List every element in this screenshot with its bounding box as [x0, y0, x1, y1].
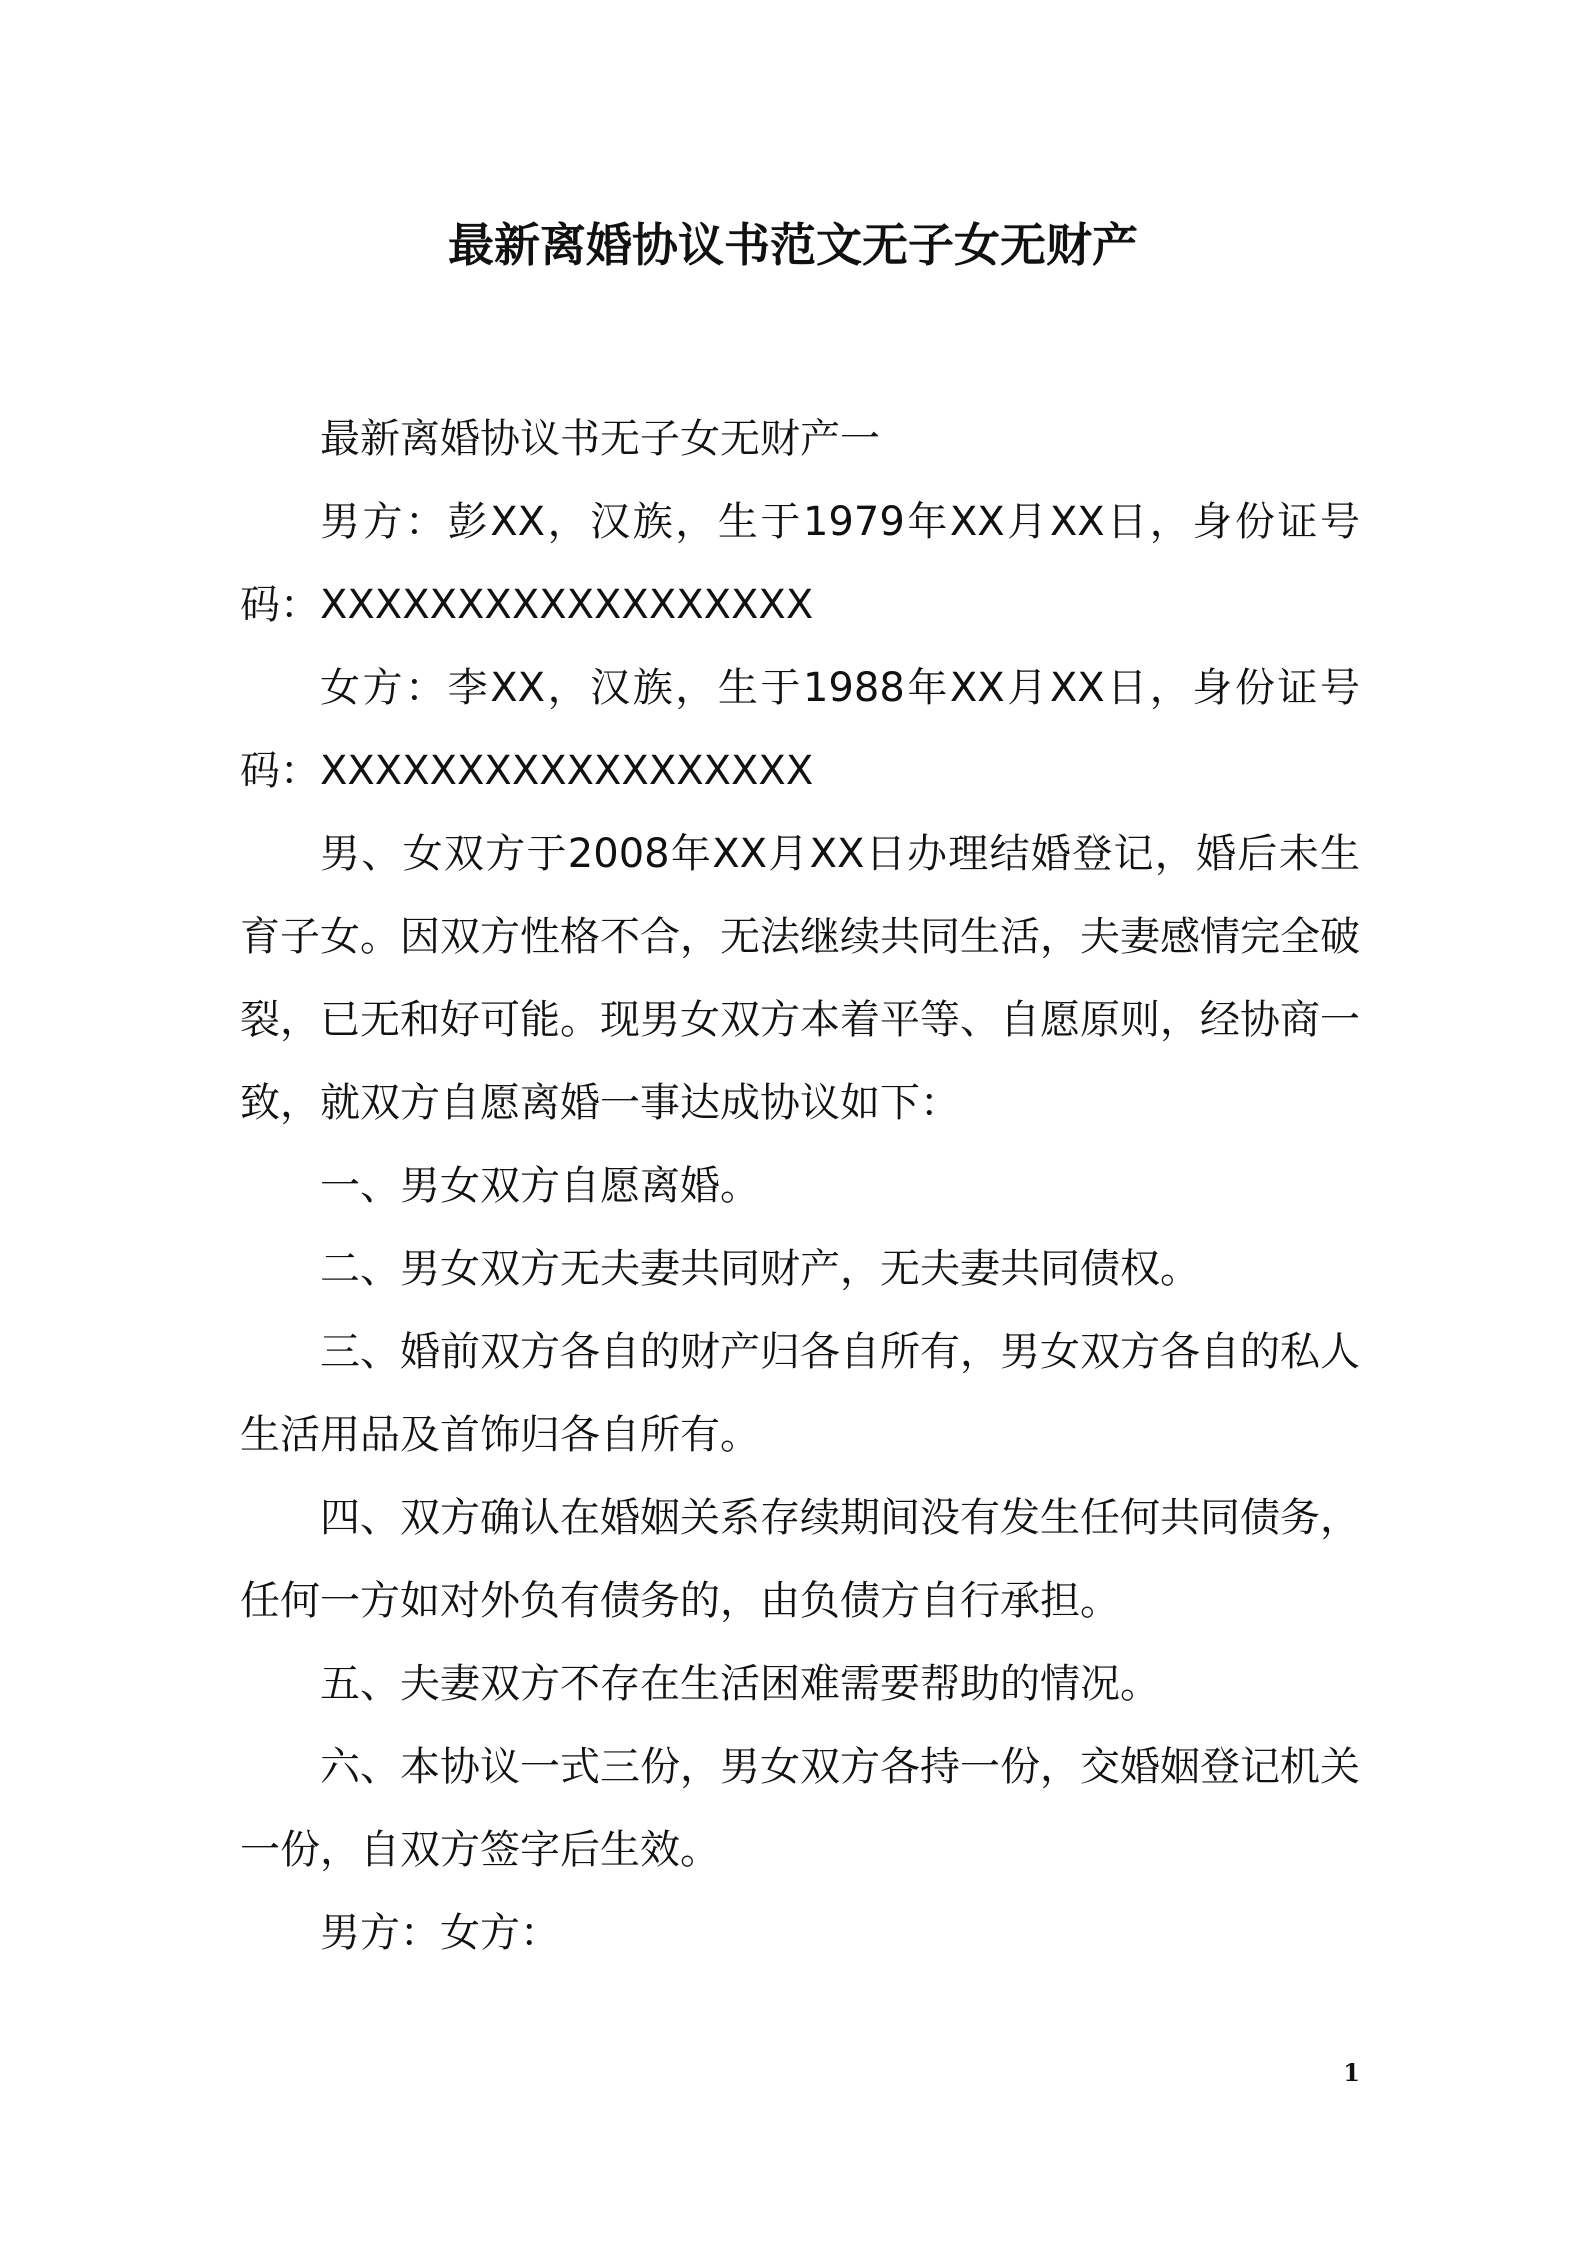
clause-5: 五、夫妻双方不存在生活困难需要帮助的情况。: [320, 1661, 1160, 1707]
page-number: 1: [1343, 2058, 1360, 2087]
clause-6: 六、本协议一式三份，男女双方各持一份，交婚姻登记机关一份，自双方签字后生效。: [240, 1744, 1360, 1873]
signature-line: 男方：女方：: [320, 1910, 560, 1956]
agreement-preamble: 男、女双方于2008年XX月XX日办理结婚登记，婚后未生育子女。因双方性格不合，无法继续共同生活，夫妻感情完全破裂，已无和好可能。现男女双方本着平等、自愿原则，经协商一致，就双方自愿离婚一事达成协议如下：: [240, 831, 1360, 1126]
clause-3: 三、婚前双方各自的财产归各自所有，男女双方各自的私人生活用品及首饰归各自所有。: [240, 1329, 1360, 1458]
document-body: [240, 398, 1360, 1975]
party-female-info: 女方：李XX，汉族，生于1988年XX月XX日，身份证号码：XXXXXXXXXXXXXXXXXX: [240, 665, 1360, 794]
clause-4: 四、双方确认在婚姻关系存续期间没有发生任何共同债务，任何一方如对外负有债务的，由负债方自行承担。: [240, 1495, 1360, 1624]
clause-1: 一、男女双方自愿离婚。: [320, 1163, 760, 1209]
clause-2: 二、男女双方无夫妻共同财产，无夫妻共同债权。: [320, 1246, 1200, 1292]
party-male-info: 男方：彭XX，汉族，生于1979年XX月XX日，身份证号码：XXXXXXXXXXXXXXXXXX: [240, 499, 1360, 628]
document-title: 最新离婚协议书范文无子女无财产: [448, 218, 1138, 272]
section-heading: 最新离婚协议书无子女无财产一: [320, 416, 880, 462]
